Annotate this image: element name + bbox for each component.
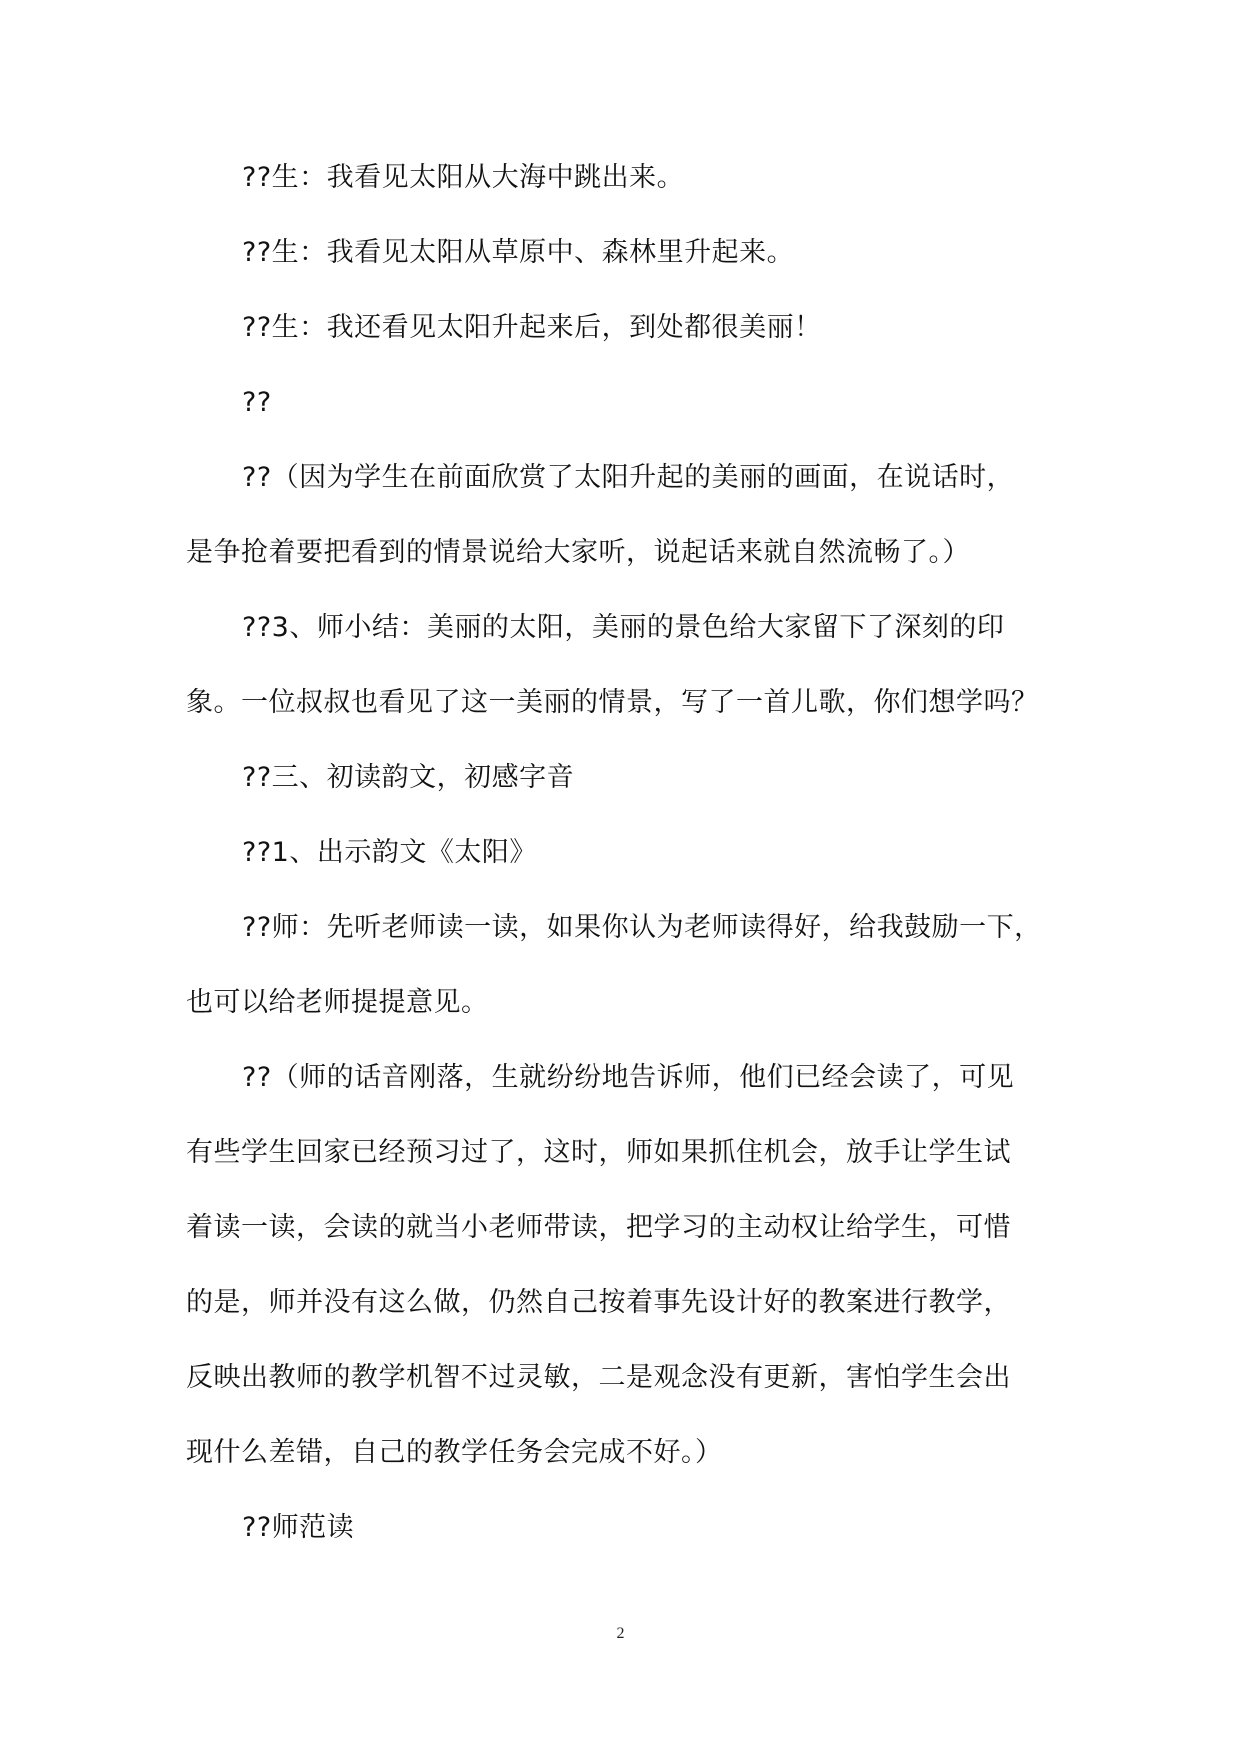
paragraph-line: 象。一位叔叔也看见了这一美丽的情景，写了一首儿歌，你们想学吗？ <box>186 687 1039 718</box>
paragraph-line: 是争抢着要把看到的情景说给大家听，说起话来就自然流畅了。） <box>186 537 970 568</box>
paragraph-line: ??1、出示韵文《太阳》 <box>242 837 537 868</box>
paragraph-line: 现什么差错，自己的教学任务会完成不好。） <box>186 1437 723 1468</box>
paragraph-line: ??生：我还看见太阳升起来后，到处都很美丽！ <box>242 312 822 343</box>
paragraph-line: ??师范读 <box>242 1512 355 1543</box>
paragraph-line: ??生：我看见太阳从大海中跳出来。 <box>242 162 685 193</box>
paragraph-line: 也可以给老师提提意见。 <box>186 987 489 1018</box>
paragraph-line: 着读一读，会读的就当小老师带读，把学习的主动权让给学生，可惜 <box>186 1212 1011 1243</box>
paragraph-line: ??3、师小结：美丽的太阳，美丽的景色给大家留下了深刻的印 <box>242 612 1005 643</box>
page-number: 2 <box>616 1625 625 1642</box>
paragraph-line: 的是，师并没有这么做，仍然自己按着事先设计好的教案进行教学， <box>186 1287 1011 1318</box>
paragraph-line: ??生：我看见太阳从草原中、森林里升起来。 <box>242 237 795 268</box>
document-body <box>186 140 1066 1565</box>
paragraph-line: ??（因为学生在前面欣赏了太阳升起的美丽的画面，在说话时， <box>242 462 1015 493</box>
section-heading: ??三、初读韵文，初感字音 <box>242 762 575 793</box>
paragraph-line: 有些学生回家已经预习过了，这时，师如果抓住机会，放手让学生试 <box>186 1137 1011 1168</box>
paragraph-line: ?? <box>242 387 272 418</box>
paragraph-line: 反映出教师的教学机智不过灵敏，二是观念没有更新，害怕学生会出 <box>186 1362 1011 1393</box>
paragraph-line: ??师：先听老师读一读，如果你认为老师读得好，给我鼓励一下， <box>242 912 1042 943</box>
paragraph-line: ??（师的话音刚落，生就纷纷地告诉师，他们已经会读了，可见 <box>242 1062 1015 1093</box>
